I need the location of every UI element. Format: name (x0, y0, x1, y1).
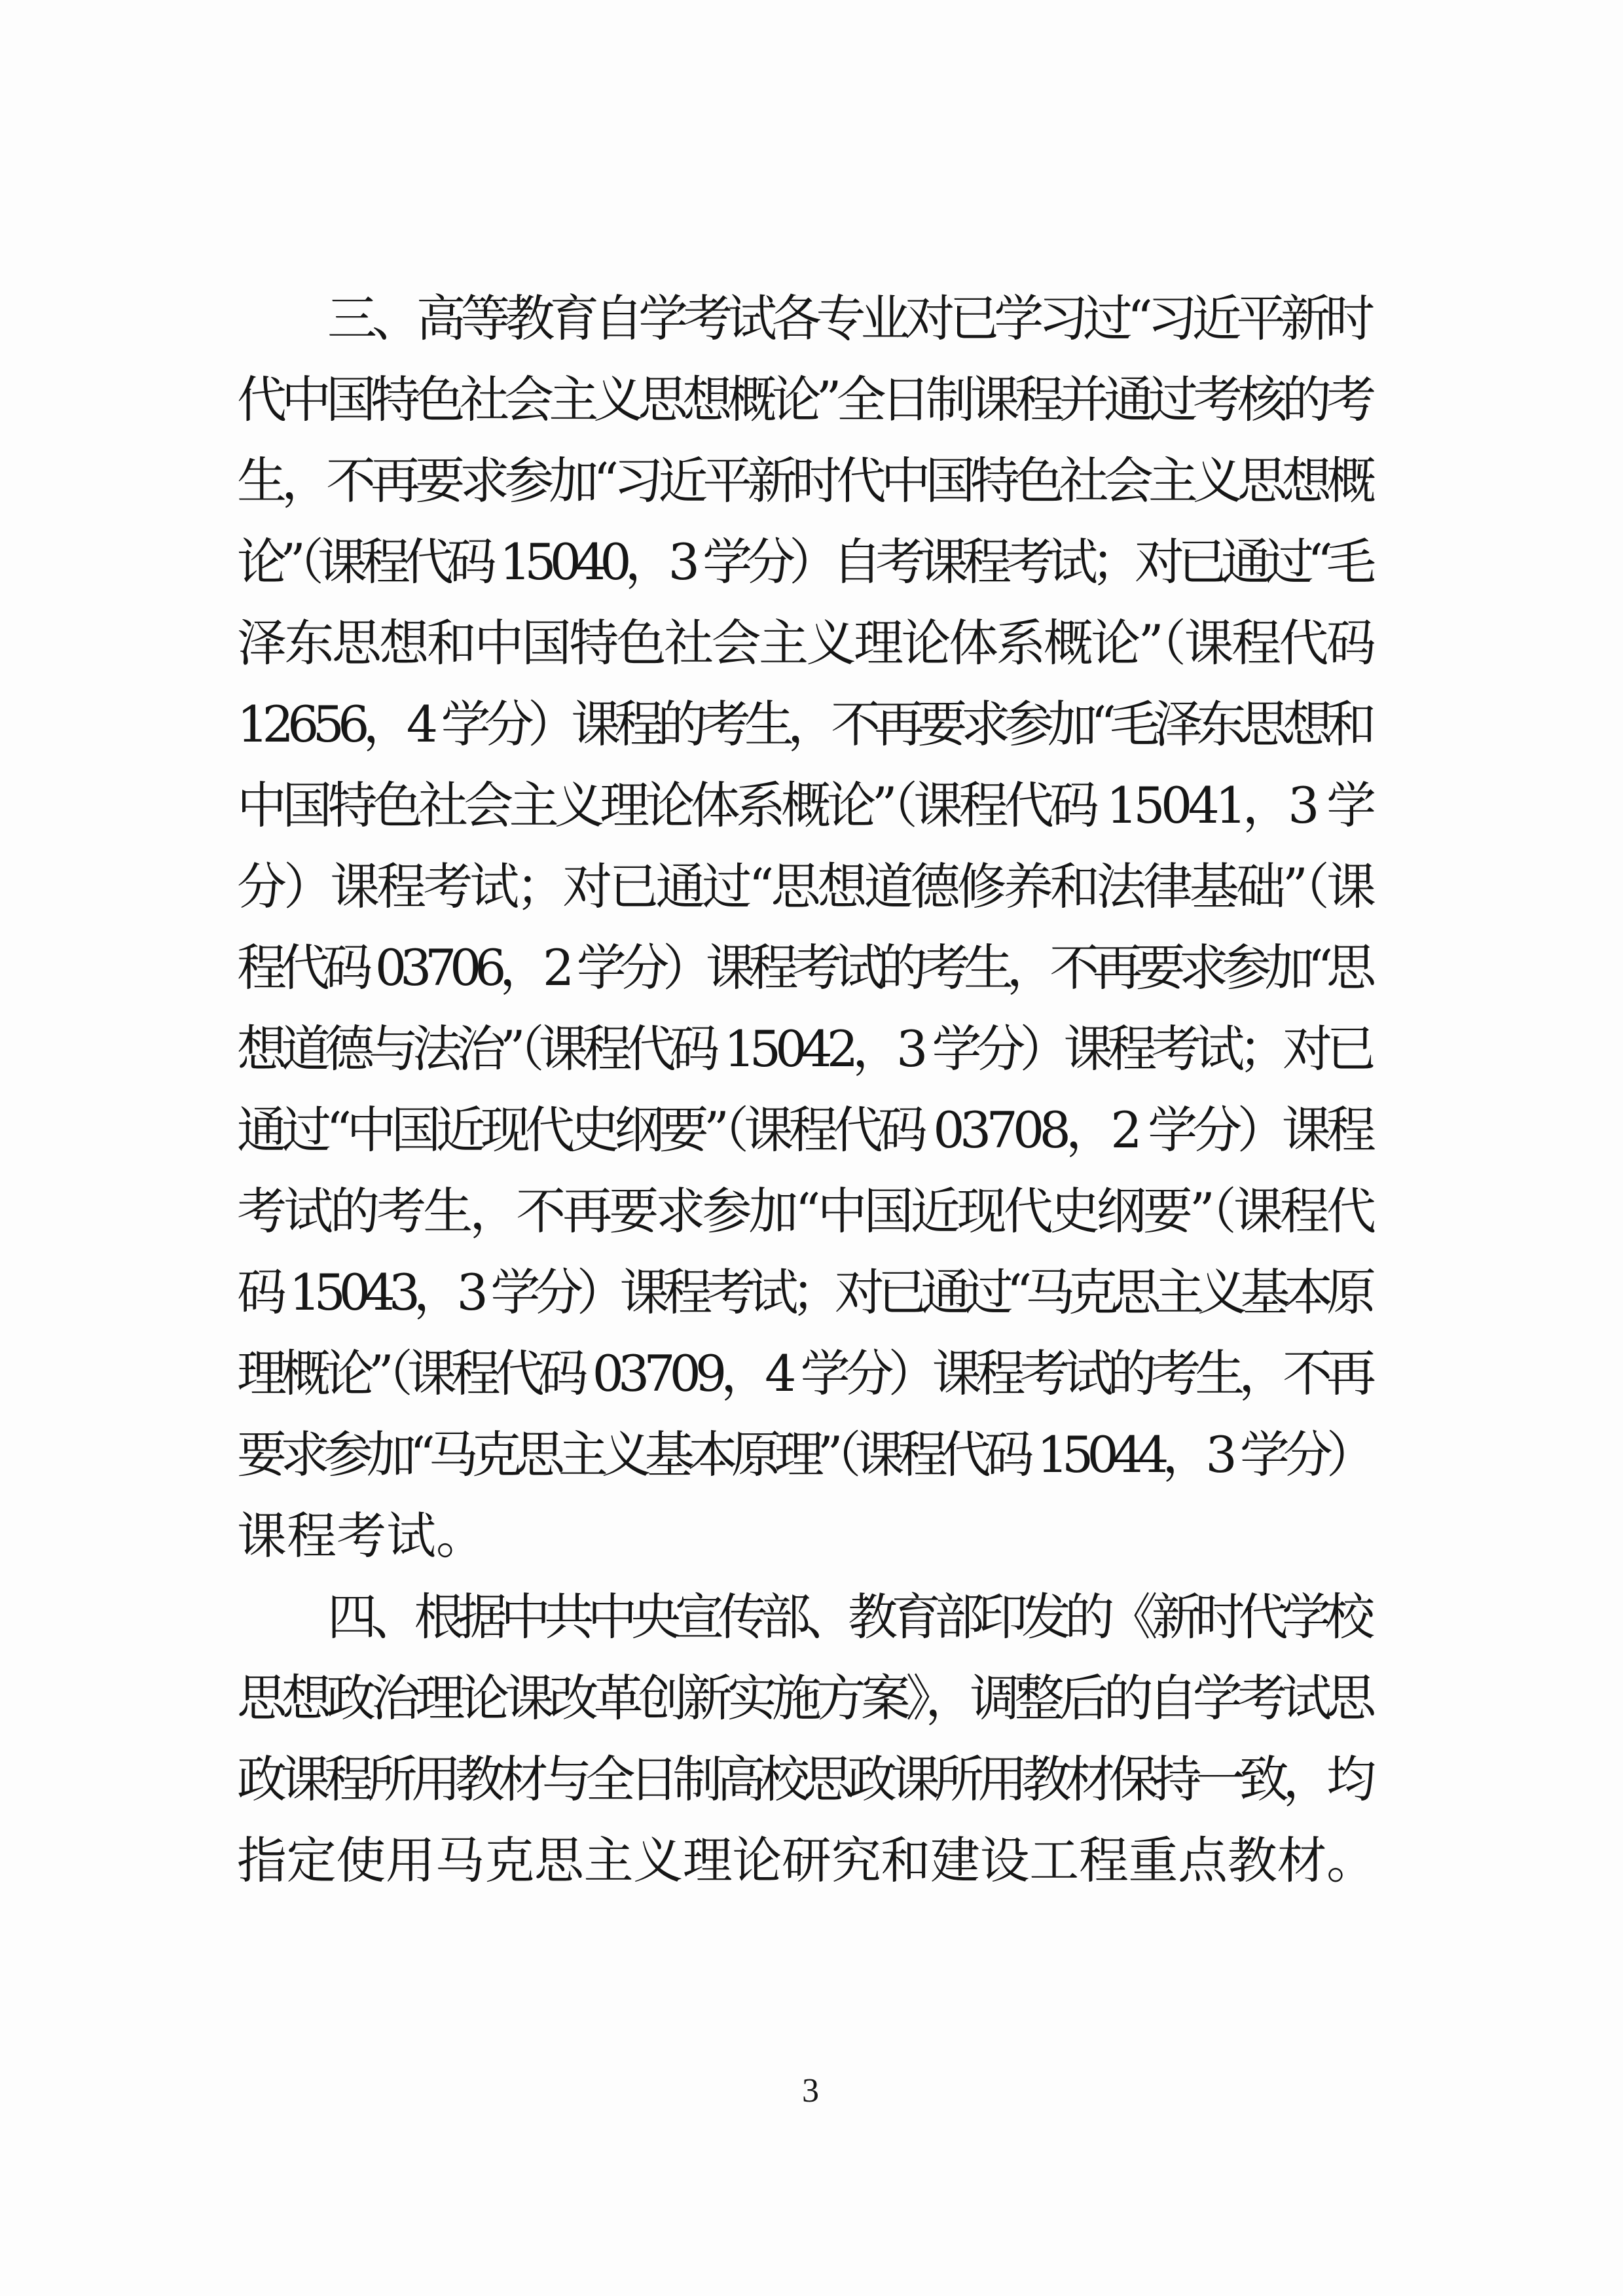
text-line (0, 1412, 1623, 1498)
line-text: 通过“中国近现代史纲要”（课程代码 03708，2 学分）课程 (237, 1101, 1372, 1159)
text-line (0, 1169, 1623, 1254)
line-text: 代中国特色社会主义思想概论”全日制课程并通过考核的考 (237, 370, 1372, 429)
text-line (0, 439, 1623, 524)
line-text: 四、根据中共中央宣传部、教育部印发的《新时代学校 (327, 1588, 1369, 1646)
text-line (0, 1575, 1623, 1660)
line-text: 想道德与法治”（课程代码 15042，3 学分）课程考试；对已 (237, 1020, 1371, 1078)
line-text: 考试的考生，不再要求参加“中国近现代史纲要”（课程代 (237, 1182, 1374, 1240)
line-text: 理概论”（课程代码 03709，4 学分）课程考试的考生，不再 (237, 1344, 1371, 1403)
line-text: 程代码 03706，2 学分）课程考试的考生，不再要求参加“思 (237, 939, 1370, 997)
text-line (0, 1656, 1623, 1741)
text-line (0, 1494, 1623, 1579)
text-line (0, 1007, 1623, 1092)
line-text: 码 15043，3 学分）课程考试；对已通过“马克思主义基本原 (237, 1263, 1370, 1321)
text-line (0, 1250, 1623, 1335)
text-line (0, 1331, 1623, 1416)
text-line (0, 357, 1623, 442)
text-line (0, 276, 1623, 361)
text-line (0, 844, 1623, 929)
text-line (0, 682, 1623, 767)
line-text: 生，不再要求参加“习近平新时代中国特色社会主义思想概 (237, 452, 1372, 510)
line-text: 政课程所用教材与全日制高校思政课所用教材保持一致，均 (237, 1750, 1370, 1808)
line-text: 12656，4 学分）课程的考生，不再要求参加“毛泽东思想和 (237, 695, 1370, 753)
line-text: 分）课程考试；对已通过“思想道德修养和法律基础”（课 (237, 857, 1374, 916)
line-text: 三、高等教育自学考试各专业对已学习过“习近平新时 (327, 289, 1370, 348)
text-line (0, 763, 1623, 848)
text-line (0, 925, 1623, 1011)
line-text: 中国特色社会主义理论体系概论”（课程代码 15041，3 学 (237, 776, 1372, 834)
page-number: 3 (802, 2072, 819, 2109)
line-text: 泽东思想和中国特色社会主义理论体系概论”（课程代码 (237, 614, 1374, 672)
line-text: 要求参加“马克思主义基本原理”（课程代码 15044，3 学分） (237, 1426, 1370, 1484)
text-line (0, 601, 1623, 686)
text-line (0, 1737, 1623, 1822)
text-line (0, 1088, 1623, 1173)
line-text: 论”（课程代码 15040，3 学分）自考课程考试；对已通过“毛 (237, 533, 1370, 591)
line-text: 思想政治理论课改革创新实施方案》，调整后的自学考试思 (237, 1669, 1372, 1727)
text-line (0, 520, 1623, 605)
line-text: 指定使用马克思主义理论研究和建设工程重点教材。 (237, 1831, 1376, 1890)
line-text: 课程考试。 (237, 1507, 486, 1565)
text-line (0, 1818, 1623, 1903)
